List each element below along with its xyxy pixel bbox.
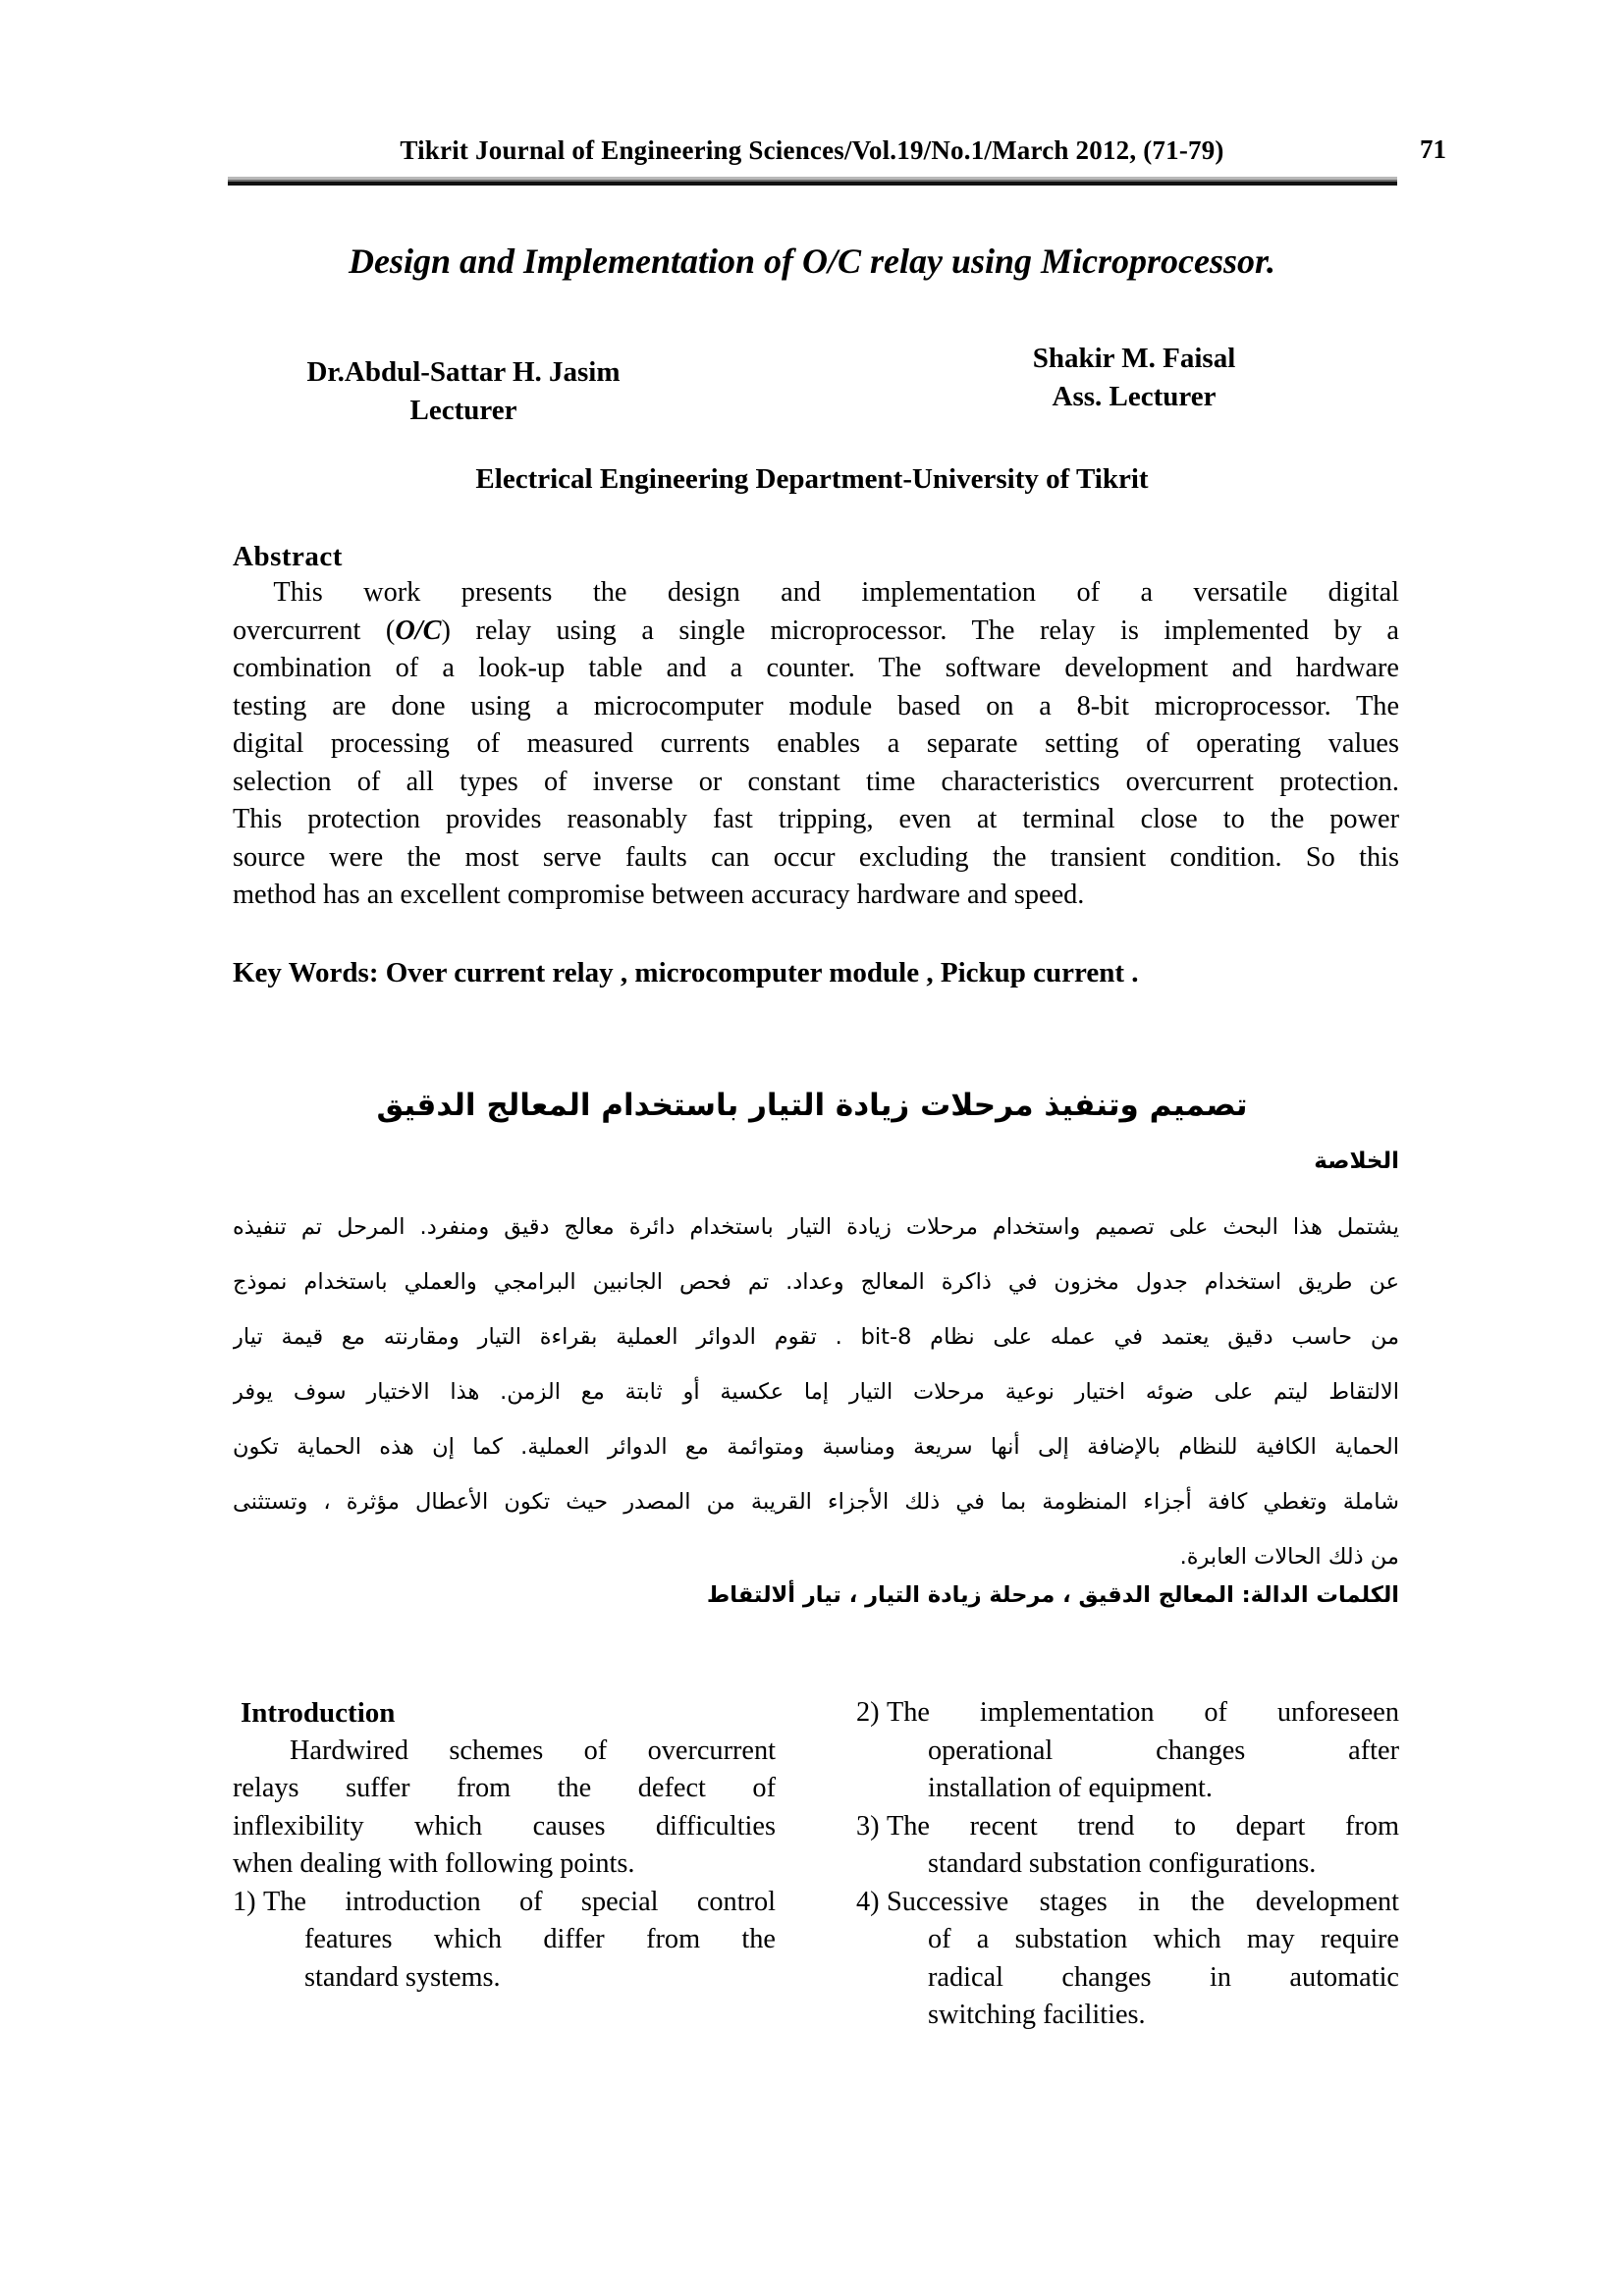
list-item [856, 1884, 1399, 2035]
abstract-body [233, 574, 1399, 915]
arabic-abstract-heading: الخلاصة [1314, 1148, 1399, 1174]
intro-line: relays suffer from the defect of [233, 1773, 776, 1803]
keywords: Key Words: Over current relay , microcomputer module , Pickup current . [233, 957, 1139, 988]
intro-column-left [233, 1694, 776, 1997]
list-line: standard substation configurations. [928, 1848, 1317, 1879]
arabic-line: عن طريق استخدام جدول مخزون في ذاكرة المعالج وعداد. تم فحص الجانبين البرامجي والعملي باستخدام نموذج [233, 1269, 1399, 1295]
list-number: 1) [233, 1886, 256, 1917]
arabic-abstract-body [233, 1200, 1399, 1584]
page-number: 71 [1420, 134, 1446, 164]
list-number: 4) [856, 1886, 880, 1917]
author-name: Shakir M. Faisal [1032, 343, 1236, 374]
list-line: operational changes after [928, 1735, 1399, 1766]
list-line: installation of equipment. [928, 1773, 1213, 1803]
list-line: The recent trend to depart from [887, 1810, 1399, 1842]
text-run: overcurrent ( [233, 614, 396, 646]
list-line: The introduction of special control [263, 1886, 776, 1917]
abstract-line: This protection provides reasonably fast tripping, even at terminal close to the power [233, 804, 1399, 834]
abstract-heading: Abstract [233, 541, 343, 572]
arabic-line: يشتمل هذا البحث على تصميم واستخدام مرحلات زيادة التيار باستخدام دائرة معالج دقيق ومنفرد. المرحل تم تنفيذه [233, 1214, 1399, 1240]
list-item [233, 1884, 776, 1998]
paper-title: Design and Implementation of O/C relay using Microprocessor. [348, 241, 1276, 281]
list-number: 3) [856, 1810, 880, 1842]
list-number: 2) [856, 1697, 880, 1728]
intro-line: Hardwired schemes of overcurrent [290, 1735, 776, 1766]
abstract-line [233, 613, 1399, 651]
introduction-heading: Introduction [241, 1697, 396, 1729]
author-name: Dr.Abdul-Sattar H. Jasim [306, 356, 621, 388]
abstract-line: digital processing of measured currents enables a separate setting of operating values [233, 728, 1399, 759]
list-item [856, 1694, 1399, 1808]
list-line: Successive stages in the development [887, 1886, 1399, 1917]
list-line: switching facilities. [928, 2000, 1146, 2030]
abstract-line: source were the most serve faults can occur excluding the transient condition. So this [233, 841, 1399, 873]
arabic-line: من حاسب دقيق يعتمد في عمله على نظام 8-bit . تقوم الدوائر العملية بقراءة التيار ومقارنته مع قيمة تيار [233, 1324, 1399, 1350]
author-position: Ass. Lecturer [1052, 381, 1217, 412]
list-line: The implementation of unforeseen [887, 1697, 1399, 1728]
arabic-line: شاملة وتغطي كافة أجزاء المنظومة بما في ذلك الأجزاء القريبة من المصدر حيث تكون الأعطال مؤثرة ، وتستثنى [233, 1489, 1399, 1515]
author-block [982, 340, 1286, 416]
author-block [257, 353, 670, 430]
abstract-line: testing are done using a microcomputer module based on a 8-bit microprocessor. The [233, 690, 1399, 721]
intro-line: when dealing with following points. [233, 1848, 635, 1879]
arabic-line: من ذلك الحالات العابرة. [1179, 1544, 1399, 1570]
affiliation: Electrical Engineering Department-University of Tikrit [475, 463, 1149, 495]
list-line: radical changes in automatic [928, 1961, 1399, 1993]
list-line: features which differ from the [304, 1924, 776, 1954]
intro-column-right [856, 1694, 1399, 2035]
arabic-line: الحماية الكافية للنظام بالإضافة إلى أنها سريعة ومناسبة ومتوائمة مع الدوائر العملية. كما إن هذه الحماية تكون [233, 1434, 1399, 1460]
arabic-line: الالتقاط ليتم على ضوئه اختيار نوعية مرحلات التيار إما عكسية أو ثابتة مع الزمن. هذا الاختيار سوف يوفر [233, 1379, 1399, 1405]
abstract-line: method has an excellent compromise between accuracy hardware and speed. [233, 880, 1085, 910]
header-rule [228, 177, 1397, 186]
running-header: Tikrit Journal of Engineering Sciences/Vol.19/No.1/March 2012, (71-79) [400, 135, 1224, 165]
arabic-title: تصميم وتنفيذ مرحلات زيادة التيار باستخدام المعالج الدقيق [376, 1088, 1248, 1123]
list-item [856, 1808, 1399, 1884]
emphasis-oc: O/C [395, 614, 442, 646]
intro-line: inflexibility which causes difficulties [233, 1810, 776, 1842]
list-line: standard systems. [304, 1961, 501, 1993]
abstract-line: selection of all types of inverse or constant time characteristics overcurrent protection. [233, 766, 1399, 797]
list-line: of a substation which may require [928, 1924, 1399, 1954]
arabic-keywords: الكلمات الدالة: المعالج الدقيق ، مرحلة زيادة التيار ، تيار ألالتقاط [706, 1582, 1399, 1608]
text-run: ) relay using a single microprocessor. The relay is implemented by a [441, 614, 1399, 646]
abstract-line: combination of a look-up table and a counter. The software development and hardware [233, 653, 1399, 683]
author-position: Lecturer [409, 395, 517, 426]
abstract-line: This work presents the design and implementation of a versatile digital [233, 577, 1399, 608]
